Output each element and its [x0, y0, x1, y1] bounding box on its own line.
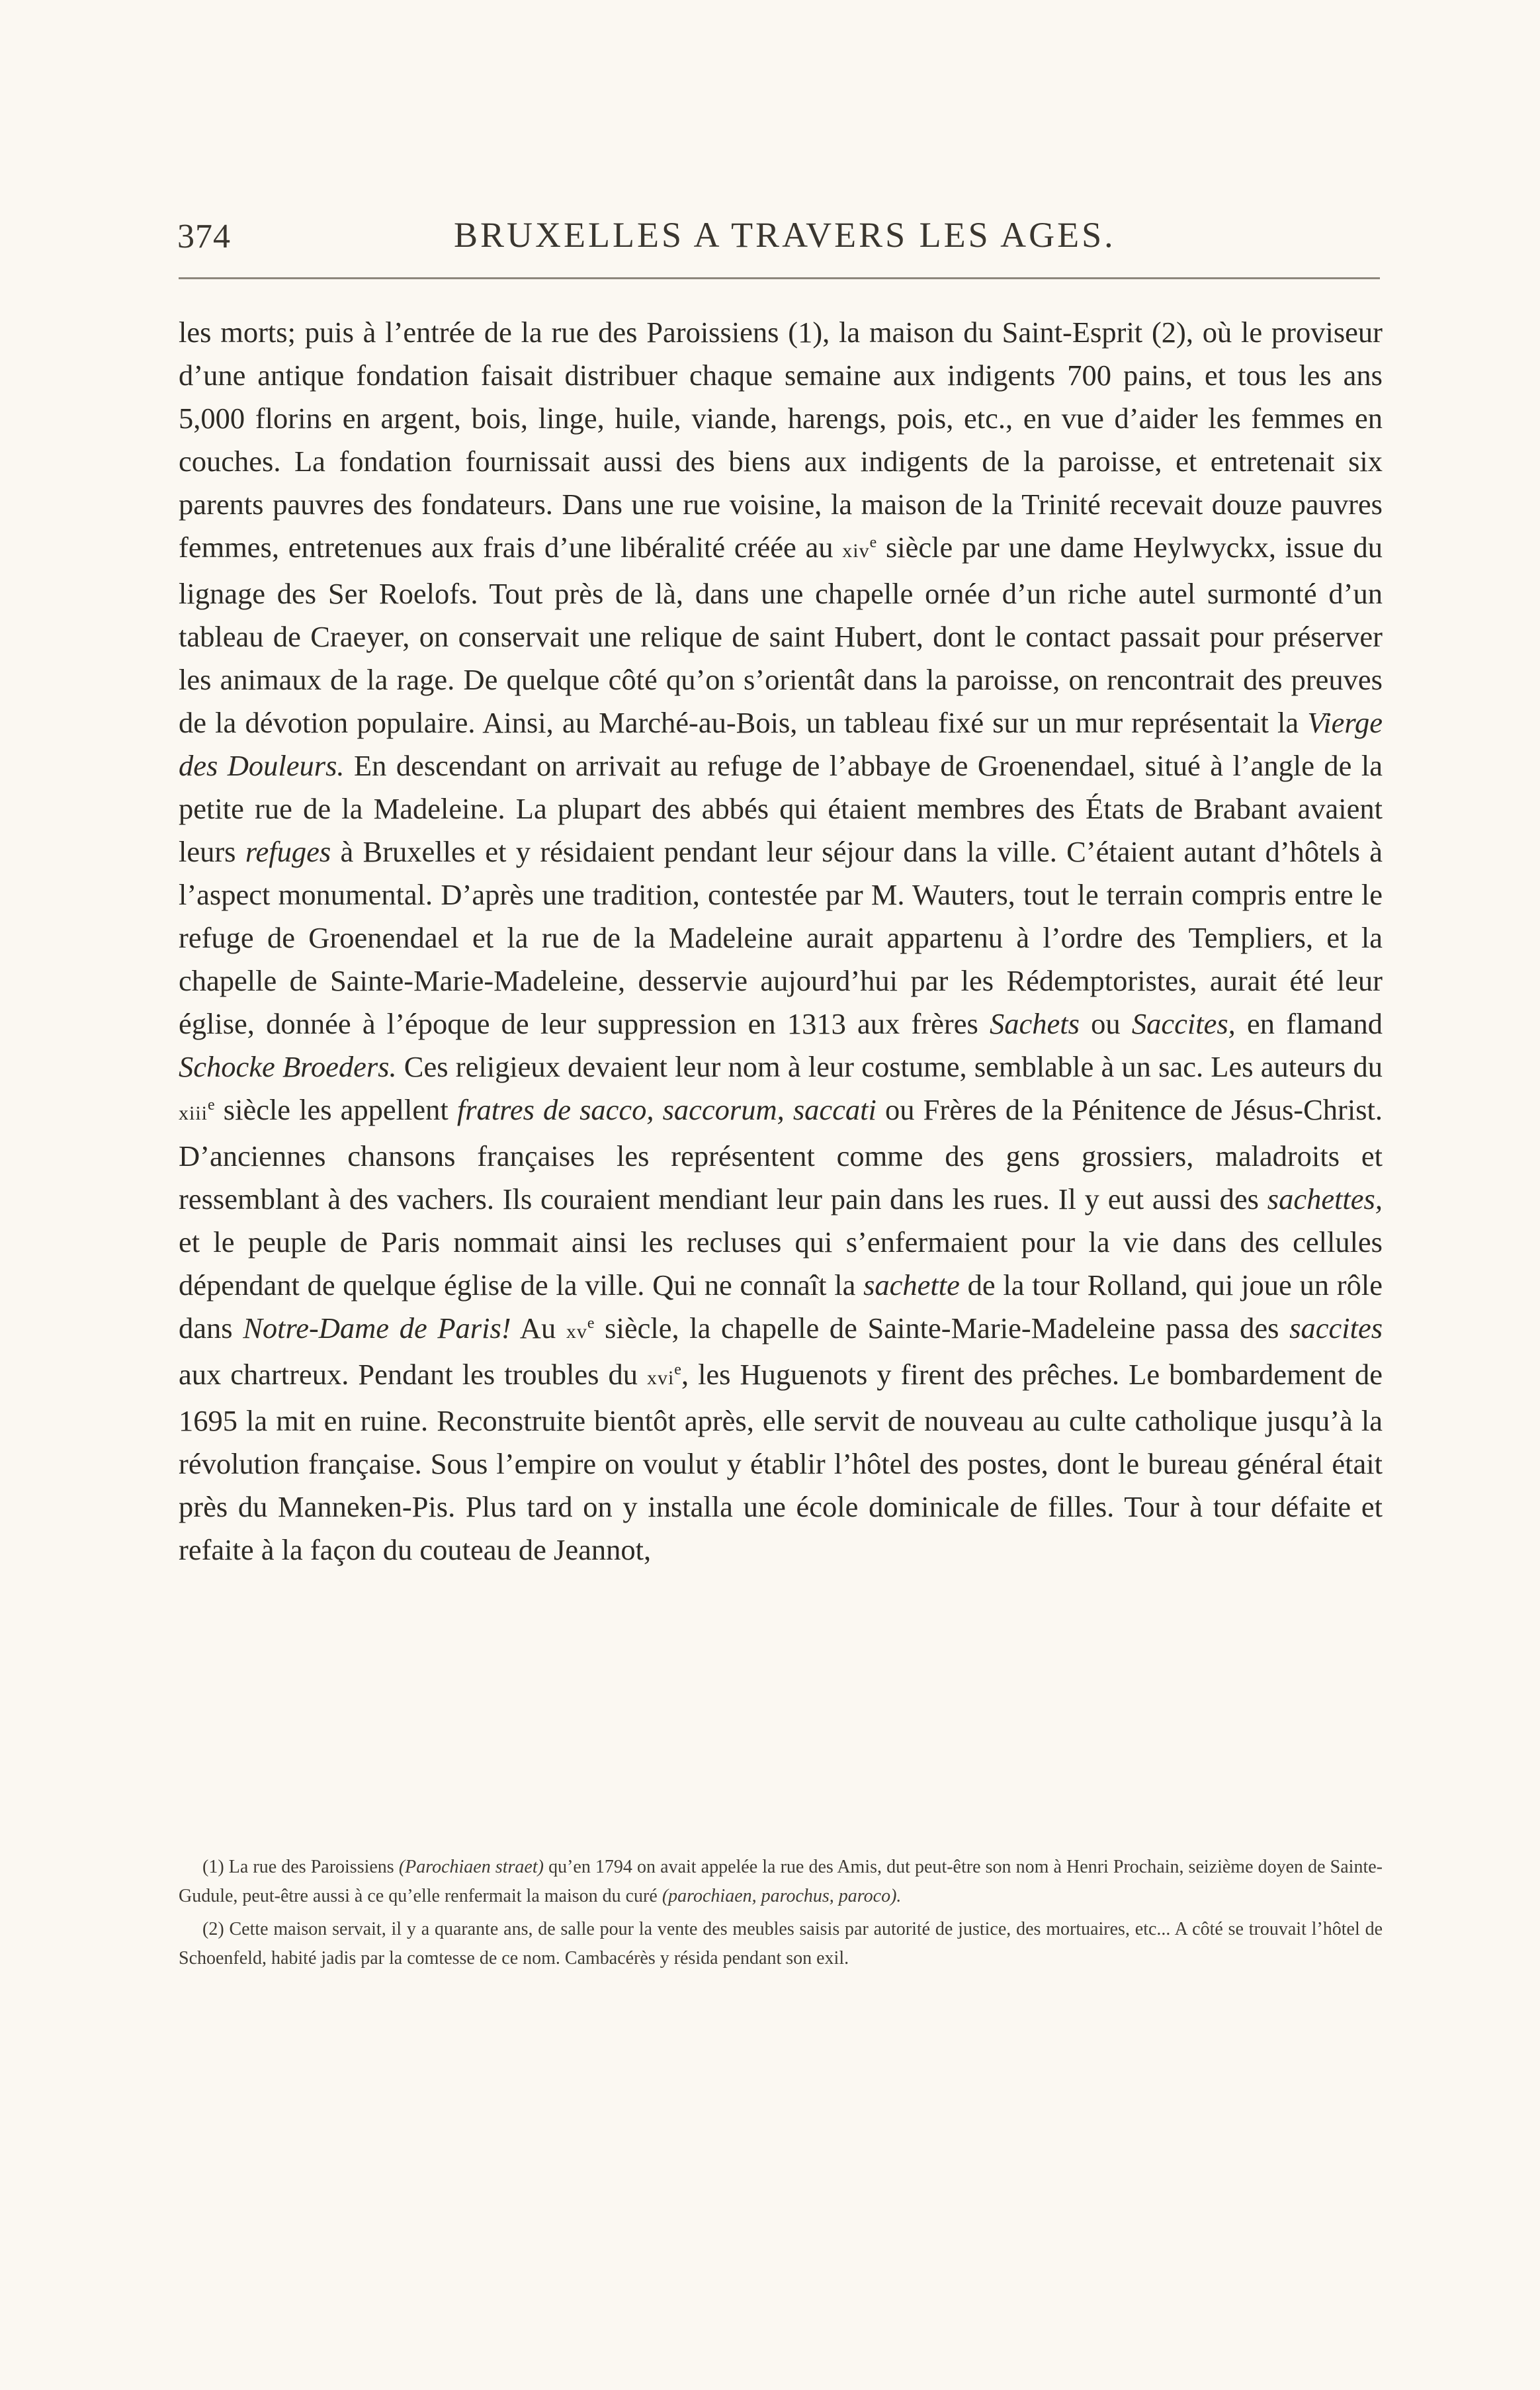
text-segment: en flamand: [1235, 1007, 1383, 1040]
century-numeral: xvi: [646, 1367, 675, 1389]
running-head: BRUXELLES A TRAVERS LES AGES.: [454, 215, 1116, 255]
century-numeral: xiv: [842, 540, 870, 562]
italic-phrase: Notre-Dame de Paris!: [243, 1311, 511, 1345]
text-segment: ou: [1079, 1007, 1132, 1040]
footnote-2: (2) Cette maison servait, il y a quarante ans, de salle pour la vente des meubles saisis par autorité de justice, des mortuaires, etc... A côté se trouvait l’hôtel de Schoenfeld, habité jadis par la comtesse de ce nom. Cambacérès y résida pendant son exil.: [179, 1919, 1383, 1969]
footnote-1: [179, 1853, 1383, 1911]
italic-phrase: Sachets: [989, 1007, 1080, 1040]
superscript: e: [674, 1361, 681, 1378]
text-segment: , les Huguenots y firent des prêches. Le bombardement de 1695 la mit en ruine. Reconstruite bientôt après, elle servit de nouveau au culte catholique jusqu’à la révolution française. Sous l’empire on voulut y établir l’hôtel des postes, dont le bureau général était près du Manneken-Pis. Plus tard on y installa une école dominicale de filles. Tour à tour défaite et refaite à la façon du couteau de Jeannot,: [179, 1358, 1383, 1566]
text-segment: En descendant on arrivait au refuge de l’abbaye de Groenendael, situé à l’angle de la petite rue de la Madeleine. La plupart des abbés qui étaient membres des États de Brabant avaient leurs: [179, 749, 1383, 868]
text-segment: siècle les appellent: [214, 1093, 457, 1126]
text-segment: aux chartreux. Pendant les troubles du: [179, 1358, 647, 1391]
text-segment: Ces religieux devaient leur nom à leur costume, semblable à un sac. Les auteurs du: [396, 1050, 1383, 1083]
italic-phrase: Schocke Broeders.: [179, 1050, 397, 1083]
footnote-text: qu’en 1794 on avait appelée la rue des Amis, dut peut-être son nom à Henri Prochain, seizième doyen de Sainte-Gudule, peut-être aussi à ce qu’elle renfermait la maison du curé: [179, 1857, 1383, 1906]
superscript: e: [869, 534, 877, 551]
century-numeral: xiii: [179, 1102, 208, 1124]
italic-phrase: fratres de sacco, saccorum, saccati: [456, 1093, 877, 1126]
italic-phrase: sachette: [863, 1268, 960, 1302]
text-segment: Au: [511, 1311, 566, 1345]
text-segment: siècle par une dame Heylwyckx, issue du lignage des Ser Roelofs. Tout près de là, dans une chapelle ornée d’un riche autel surmonté d’un tableau de Craeyer, on conservait une relique de saint Hubert, dont le contact passait pour préserver les animaux de la rage. De quelque côté qu’on s’orientât dans la paroisse, on rencontrait des preuves de la dévotion populaire. Ainsi, au Marché-au-Bois, un tableau fixé sur un mur représentait la: [179, 531, 1383, 739]
footnote-text: (1) La rue des Paroissiens: [202, 1857, 399, 1877]
italic-phrase: saccites: [1289, 1311, 1383, 1345]
text-segment: de la tour Rolland, qui joue un rôle dans: [179, 1268, 1383, 1345]
italic-phrase: sachettes,: [1267, 1182, 1383, 1216]
text-segment: ou Frères de la Pénitence de Jésus-Christ. D’anciennes chansons françaises les représentent comme des gens grossiers, maladroits et ressemblant à des vachers. Ils couraient mendiant leur pain dans les rues. Il y eut aussi des: [179, 1093, 1383, 1216]
superscript: e: [587, 1315, 595, 1332]
text-segment: et le peuple de Paris nommait ainsi les recluses qui s’enfermaient pour la vie dans des cellules dépendant de quelque église de la ville. Qui ne connaît la: [179, 1225, 1383, 1302]
page-number: 374: [177, 218, 231, 255]
footnote-italic: (Parochiaen straet): [398, 1857, 544, 1877]
main-text: [179, 311, 1383, 1571]
italic-phrase: refuges: [245, 835, 331, 868]
italic-phrase: Saccites,: [1131, 1007, 1236, 1040]
century-numeral: xv: [566, 1321, 587, 1343]
main-paragraph: [179, 311, 1383, 1571]
text-segment: les morts; puis à l’entrée de la rue des Paroissiens (1), la maison du Saint-Esprit (2), où le proviseur d’une antique fondation faisait distribuer chaque semaine aux indigents 700 pains, et tous les ans 5,000 florins en argent, bois, linge, huile, viande, harengs, pois, etc., en vue d’aider les femmes en couches. La fondation fournissait aussi des biens aux indigents de la paroisse, et entretenait six parents pauvres des fondateurs. Dans une rue voisine, la maison de la Trinité recevait douze pauvres femmes, entretenues aux frais d’une libéralité créée au: [179, 316, 1383, 564]
text-segment: siècle, la chapelle de Sainte-Marie-Madeleine passa des: [594, 1311, 1290, 1345]
superscript: e: [208, 1096, 215, 1114]
footnotes: [179, 1853, 1383, 1977]
header-rule: [179, 277, 1380, 279]
footnote-italic: (parochiaen, parochus, paroco).: [662, 1886, 902, 1906]
text-segment: à Bruxelles et y résidaient pendant leur séjour dans la ville. C’étaient autant d’hôtels à l’aspect monumental. D’après une tradition, contestée par M. Wauters, tout le terrain compris entre le refuge de Groenendael et la rue de la Madeleine aurait appartenu à l’ordre des Templiers, et la chapelle de Sainte-Marie-Madeleine, desservie aujourd’hui par les Rédemptoristes, aurait été leur église, donnée à l’époque de leur suppression en 1313 aux frères: [179, 835, 1383, 1040]
italic-phrase: Vierge des Douleurs.: [179, 706, 1383, 782]
